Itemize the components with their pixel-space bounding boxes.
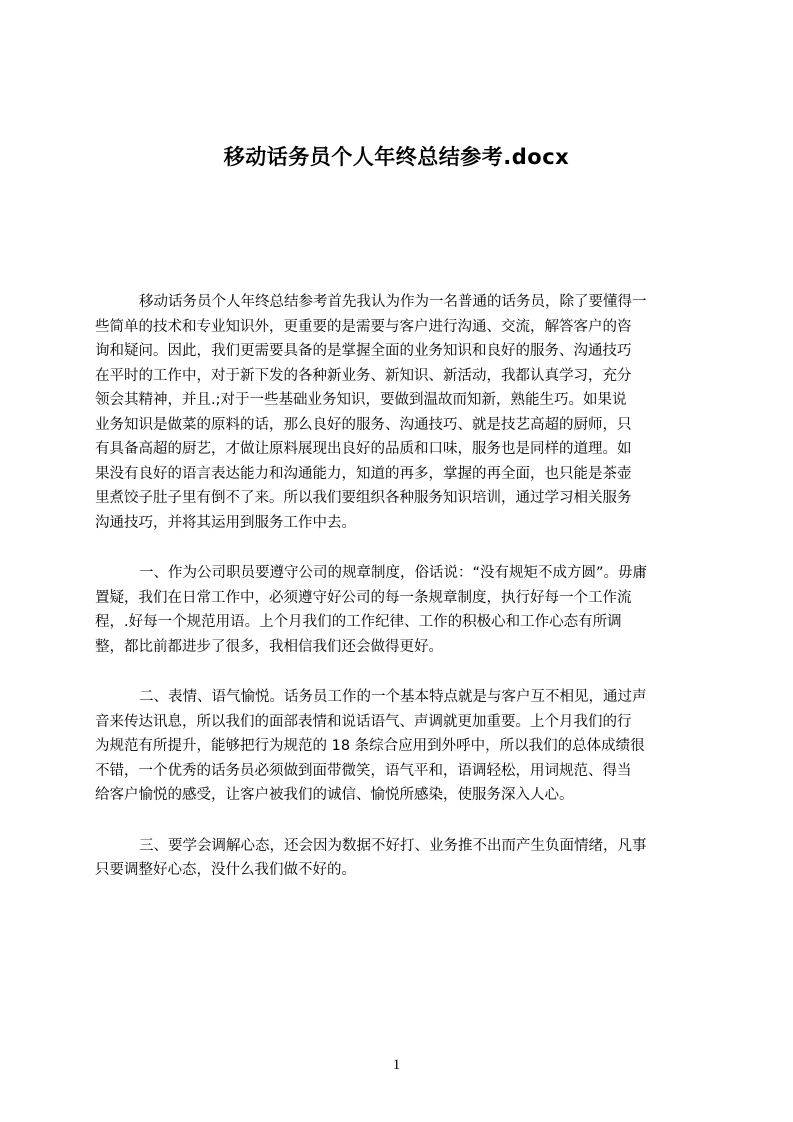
text-line: 三、要学会调解心态，还会因为数据不好打、业务推不出而产生负面情绪，凡事: [139, 837, 647, 854]
text-line: 置疑，我们在日常工作中，必须遵守好公司的每一条规章制度，执行好每一个工作流: [95, 589, 632, 606]
paragraph-section-1: [95, 561, 699, 659]
text-line: 业务知识是做菜的原料的话，那么良好的服务、沟通技巧、就是技艺高超的厨师，只: [95, 416, 632, 433]
text-line: 些简单的技术和专业知识外，更重要的是需要与客户进行沟通、交流，解答客户的咨: [95, 318, 632, 335]
text-line: 整，都比前都进步了很多，我相信我们还会做得更好。: [95, 638, 443, 655]
text-line: 只要调整好心态，没什么我们做不好的。: [95, 862, 356, 878]
text-line: 给客户愉悦的感受，让客户被我们的诚信、愉悦所感染，使服务深入人心。: [95, 787, 574, 803]
paragraph-intro: [95, 290, 699, 535]
text-line: 领会其精神，并且.;对于一些基础业务知识，要做到温故而知新，熟能生巧。如果说: [95, 392, 627, 408]
text-line: 沟通技巧，并将其运用到服务工作中去。: [95, 514, 356, 531]
text-line: 为规范有所提升，能够把行为规范的 18 条综合应用到外呼中，所以我们的总体成绩很: [95, 738, 645, 754]
document-title: 移动话务员个人年终总结参考.docx: [223, 145, 570, 169]
text-line: 一、作为公司职员要遵守公司的规章制度，俗话说：“没有规矩不成方圆”。毋庸: [139, 565, 648, 581]
text-line: 不错，一个优秀的话务员必须做到面带微笑，语气平和，语调轻松，用词规范、得当: [95, 762, 632, 779]
text-line: 有具备高超的厨艺，才做让原料展现出良好的品质和口味，服务也是同样的道理。如: [95, 441, 632, 457]
document-body: [95, 290, 699, 909]
text-line: 询和疑问。因此，我们更需要具备的是掌握全面的业务知识和良好的服务、沟通技巧: [95, 343, 632, 359]
text-line: 程，.好每一个规范用语。上个月我们的工作纪律、工作的积极心和工作心态有所调: [95, 614, 622, 630]
text-line: 果没有良好的语言表达能力和沟通能力，知道的再多，掌握的再全面，也只能是茶壶: [95, 465, 632, 482]
page-number: 1: [392, 1057, 401, 1073]
text-line: 在平时的工作中，对于新下发的各种新业务、新知识、新活动，我都认真学习，充分: [95, 367, 632, 384]
paragraph-section-2: [95, 685, 699, 808]
text-line: 移动话务员个人年终总结参考首先我认为作为一名普通的话务员，除了要懂得一: [139, 294, 647, 310]
text-line: 里煮饺子肚子里有倒不了来。所以我们要组织各种服务知识培训，通过学习相关服务: [95, 490, 632, 506]
paragraph-section-3: [95, 834, 699, 883]
text-line: 二、表情、语气愉悦。话务员工作的一个基本特点就是与客户互不相见，通过声: [139, 689, 647, 705]
text-line: 音来传达讯息，所以我们的面部表情和说话语气、声调就更加重要。上个月我们的行: [95, 713, 632, 730]
